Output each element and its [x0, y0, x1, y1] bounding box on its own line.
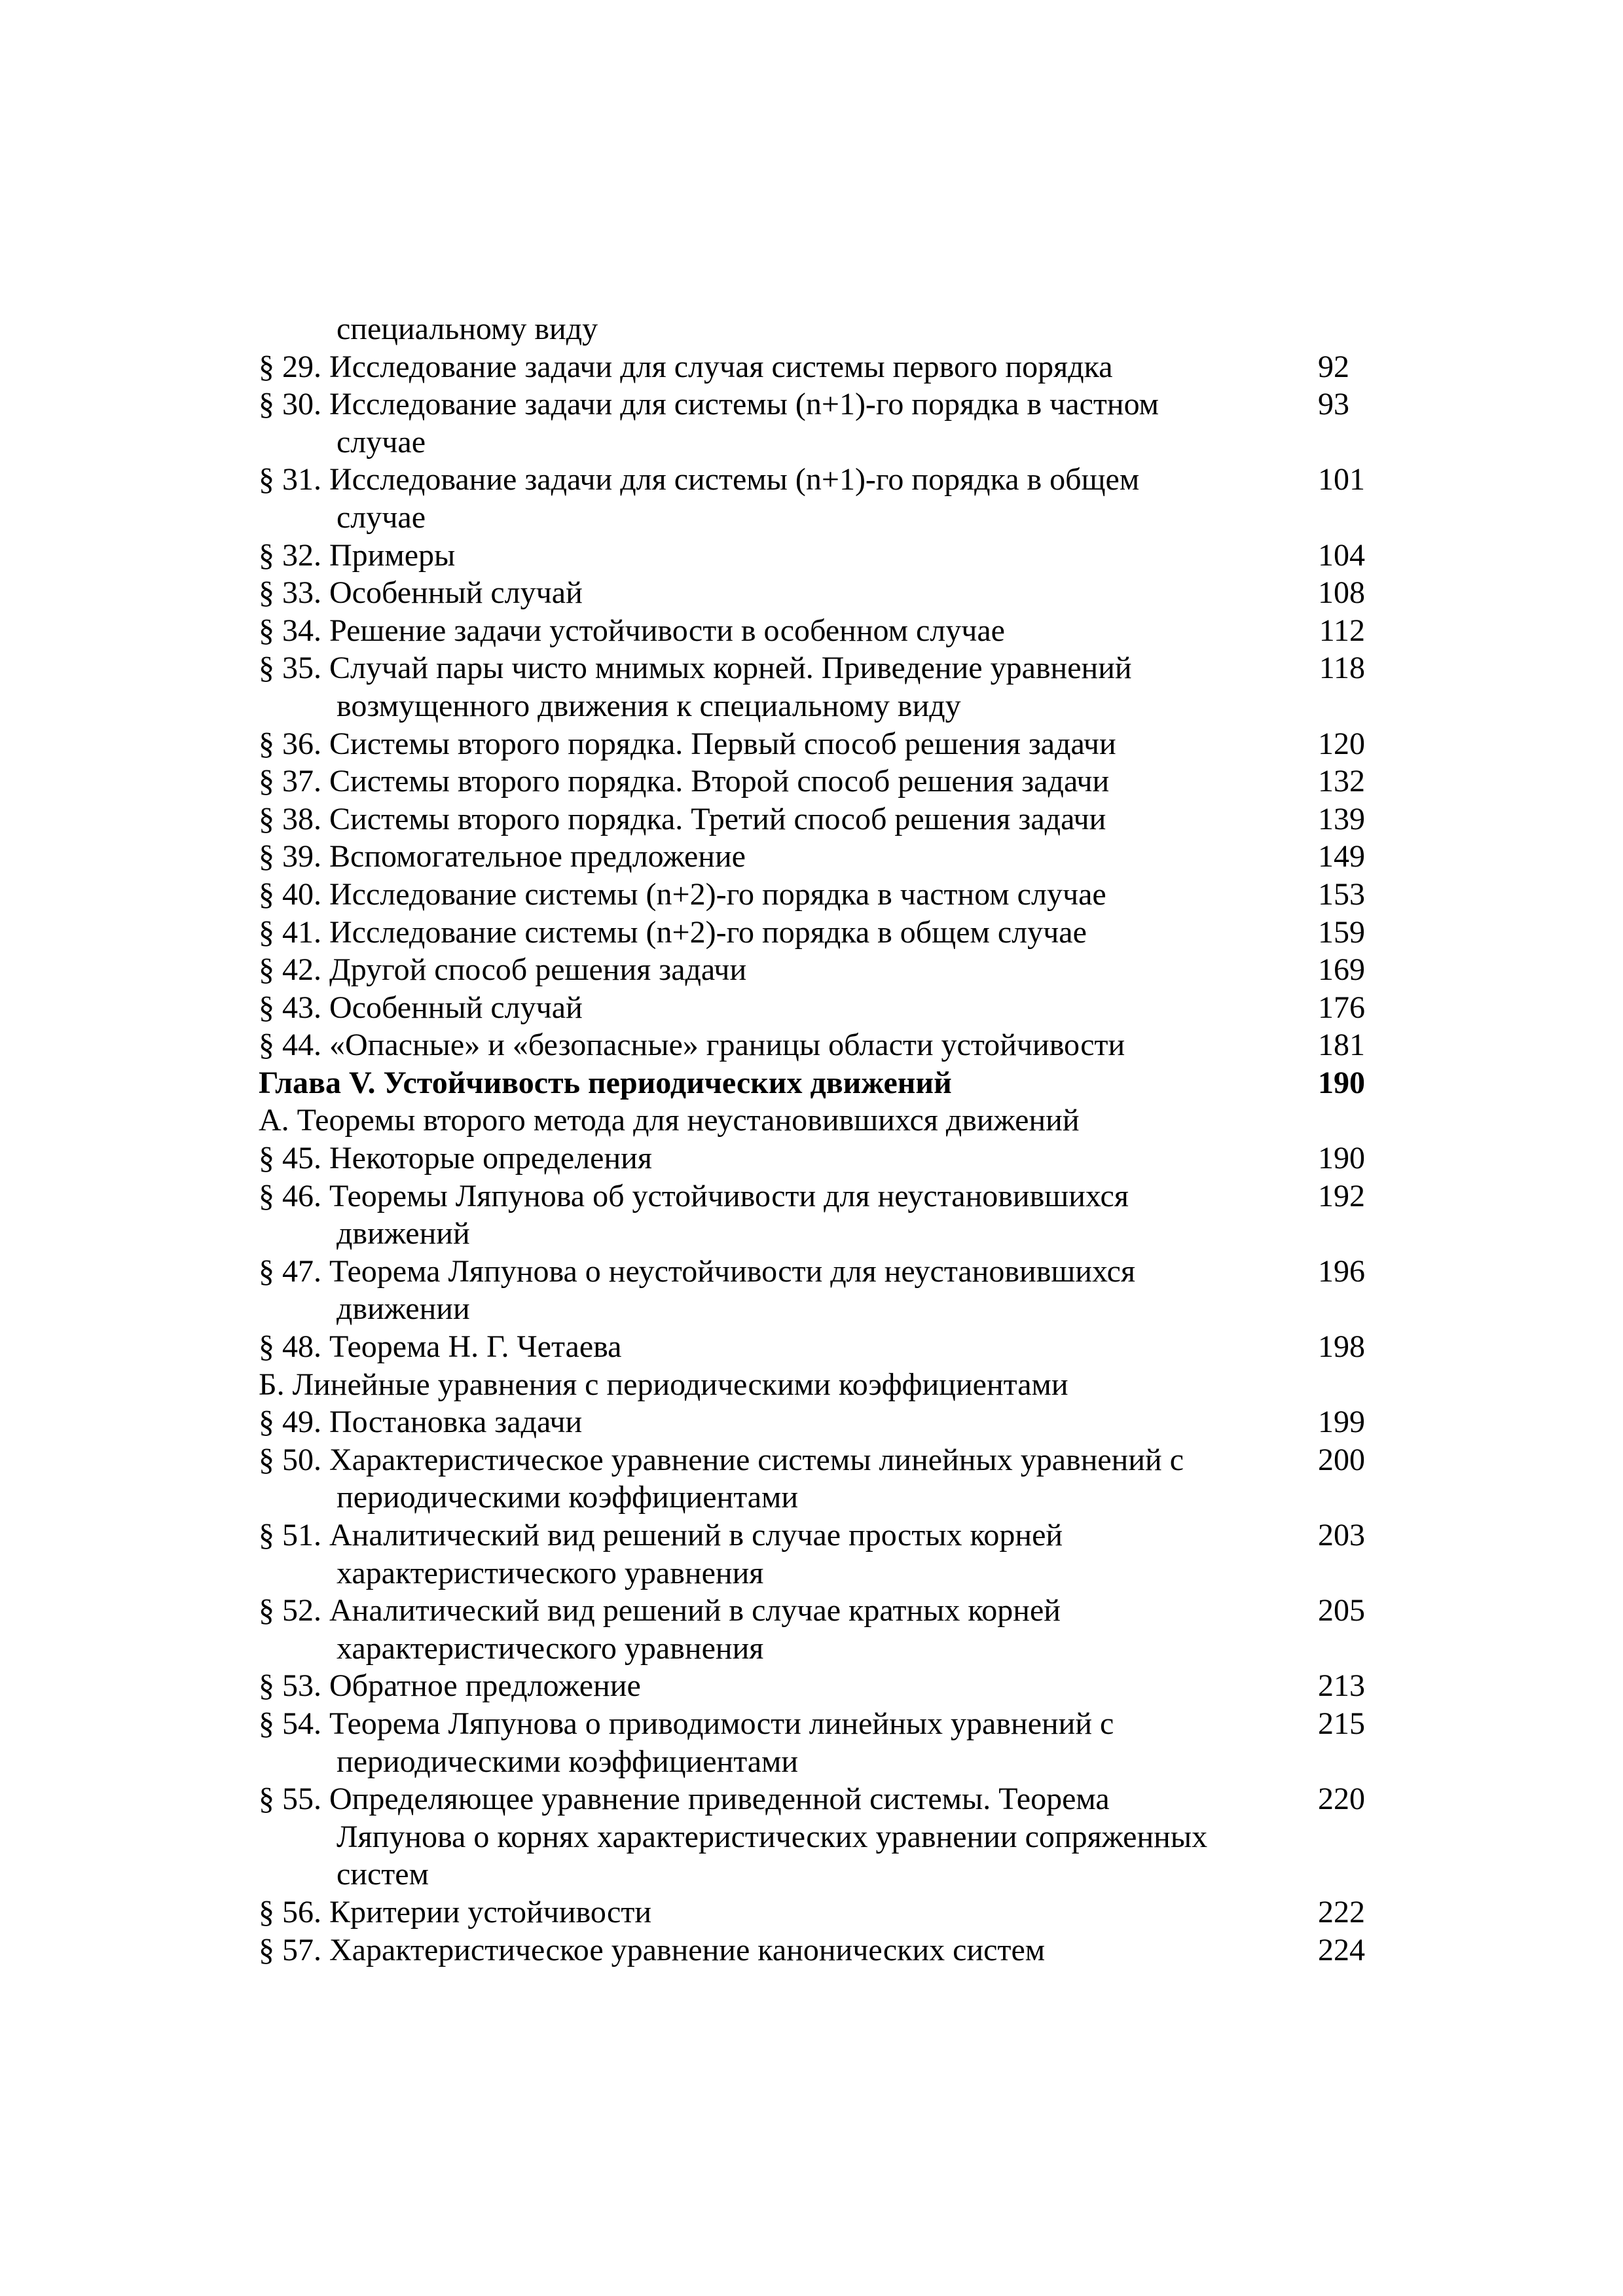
toc-entry-line: § 29. Исследование задачи для случая системы первого порядка	[259, 349, 1113, 384]
toc-entry-line: § 51. Аналитический вид решений в случае простых корней	[259, 1518, 1063, 1552]
toc-entry-title	[259, 1366, 1273, 1404]
toc-page-number: 222	[1318, 1894, 1365, 1929]
toc-entry	[259, 725, 1365, 763]
toc-entry-title	[259, 762, 1273, 800]
toc-entry-line: § 44. «Опасные» и «безопасные» границы области устойчивости	[259, 1028, 1125, 1063]
toc-page-number: 120	[1318, 726, 1365, 761]
toc-page-number: 198	[1318, 1329, 1365, 1365]
toc-entry	[259, 1780, 1365, 1893]
toc-entry-title	[259, 1177, 1273, 1253]
toc-page-number: 104	[1318, 537, 1365, 573]
toc-entry	[259, 574, 1365, 612]
toc-entry-title	[259, 348, 1273, 386]
toc-entry-line: § 43. Особенный случай	[259, 990, 583, 1025]
toc-entry-title	[259, 876, 1273, 914]
toc-entry-title	[259, 1705, 1273, 1780]
toc-entry-title	[259, 574, 1273, 612]
toc-page-number: 215	[1318, 1706, 1365, 1741]
toc-entry-continuation: случае	[337, 424, 426, 459]
toc-entry	[259, 762, 1365, 800]
toc-entry-line: § 55. Определяющее уравнение приведенной системы. Теорема	[259, 1782, 1110, 1817]
toc-entry-line: § 49. Постановка задачи	[259, 1405, 583, 1440]
table-of-contents	[259, 310, 1365, 1969]
toc-entry-title	[259, 1441, 1273, 1516]
toc-entry-continuation: движении	[337, 1291, 470, 1327]
toc-page-number: 213	[1318, 1668, 1365, 1704]
toc-entry-continuation: Ляпунова о корнях характеристических уравнении сопряженных	[337, 1819, 1208, 1854]
toc-page-number: 190	[1318, 1141, 1365, 1176]
toc-page-number: 224	[1318, 1932, 1365, 1967]
toc-entry	[259, 310, 1365, 348]
toc-entry	[259, 612, 1365, 650]
toc-entry	[259, 386, 1365, 461]
toc-page-number: 220	[1318, 1782, 1365, 1817]
toc-entry	[259, 876, 1365, 914]
toc-entry	[259, 1177, 1365, 1253]
toc-page-number: 181	[1318, 1028, 1365, 1063]
toc-entry-title	[259, 838, 1273, 876]
toc-entry-title	[259, 1139, 1273, 1177]
toc-entry	[259, 1441, 1365, 1516]
toc-entry-title	[259, 1102, 1273, 1139]
toc-entry-line: специальному виду	[337, 312, 598, 346]
toc-entry-title	[259, 1026, 1273, 1064]
toc-entry-title	[259, 1253, 1273, 1328]
toc-page-number: 149	[1318, 839, 1365, 874]
toc-entry-title	[259, 914, 1273, 952]
toc-page-number: 132	[1318, 764, 1365, 799]
toc-entry	[259, 461, 1365, 536]
toc-entry-continuation: возмущенного движения к специальному виду	[337, 688, 961, 723]
toc-entry-line: § 35. Случай пары чисто мнимых корней. Приведение уравнений	[259, 651, 1132, 686]
toc-entry	[259, 838, 1365, 876]
toc-entry-title	[259, 1592, 1273, 1667]
toc-entry-line: § 48. Теорема Н. Г. Четаева	[259, 1329, 622, 1365]
toc-entry	[259, 1667, 1365, 1705]
toc-entry	[259, 1366, 1365, 1404]
toc-entry-line: § 37. Системы второго порядка. Второй способ решения задачи	[259, 764, 1110, 799]
toc-entry-line: § 41. Исследование системы (n+2)-го порядка в общем случае	[259, 914, 1087, 950]
toc-entry-line: Б. Линейные уравнения с периодическими коэффициентами	[259, 1367, 1068, 1402]
toc-entry-continuation: случае	[337, 499, 426, 535]
toc-page-number: 192	[1318, 1178, 1365, 1213]
toc-page-number: 159	[1318, 914, 1365, 950]
toc-entry-continuation: периодическими коэффициентами	[337, 1480, 799, 1515]
toc-entry-title	[259, 1893, 1273, 1931]
toc-page-number: 139	[1318, 801, 1365, 836]
toc-entry-line: § 36. Системы второго порядка. Первый способ решения задачи	[259, 726, 1116, 761]
toc-page-number: 112	[1319, 613, 1365, 648]
toc-entry-line: § 46. Теоремы Ляпунова об устойчивости для неустановившихся	[259, 1178, 1129, 1213]
toc-entry-line: § 50. Характеристическое уравнение системы линейных уравнений с	[259, 1442, 1184, 1477]
toc-entry-line: § 38. Системы второго порядка. Третий способ решения задачи	[259, 801, 1106, 836]
toc-entry-line: § 40. Исследование системы (n+2)-го порядка в частном случае	[259, 876, 1106, 912]
toc-page-number: 199	[1318, 1405, 1365, 1440]
toc-entry	[259, 1931, 1365, 1969]
toc-entry-line: § 33. Особенный случай	[259, 575, 583, 611]
toc-entry-line: § 45. Некоторые определения	[259, 1141, 652, 1176]
toc-page-number: 169	[1318, 952, 1365, 988]
toc-entry	[259, 1893, 1365, 1931]
toc-entry-title	[259, 461, 1273, 536]
toc-entry-line: § 47. Теорема Ляпунова о неустойчивости для неустановившихся	[259, 1253, 1136, 1289]
toc-entry-title	[259, 310, 1273, 348]
toc-page-number: 203	[1318, 1518, 1365, 1552]
toc-entry	[259, 1592, 1365, 1667]
toc-page-number: 108	[1318, 575, 1365, 611]
toc-entry-line: § 31. Исследование задачи для системы (n+1)-го порядка в общем	[259, 462, 1140, 497]
toc-page-number: 176	[1318, 990, 1365, 1025]
toc-entry-continuation: систем	[337, 1857, 429, 1892]
toc-page-number: 200	[1318, 1442, 1365, 1477]
toc-entry-title	[259, 725, 1273, 763]
toc-page-number: 118	[1319, 651, 1365, 686]
toc-page-number: 93	[1318, 387, 1349, 422]
toc-entry-title	[259, 1516, 1273, 1592]
toc-entry	[259, 1516, 1365, 1592]
toc-page-number: 92	[1318, 349, 1349, 384]
toc-entry-title	[259, 800, 1273, 838]
toc-entry-line: А. Теоремы второго метода для неустановившихся движений	[259, 1103, 1080, 1138]
toc-entry-line: § 52. Аналитический вид решений в случае кратных корней	[259, 1593, 1061, 1628]
toc-entry	[259, 989, 1365, 1027]
toc-entry-title	[259, 649, 1273, 725]
toc-entry-title	[259, 1931, 1273, 1969]
toc-entry-line: § 56. Критерии устойчивости	[259, 1894, 652, 1929]
toc-entry-continuation: характеристического уравнения	[337, 1630, 764, 1666]
toc-entry	[259, 537, 1365, 575]
toc-page-number: 153	[1318, 876, 1365, 912]
toc-entry	[259, 1139, 1365, 1177]
toc-entry	[259, 1253, 1365, 1328]
toc-entry	[259, 800, 1365, 838]
toc-entry-line: § 32. Примеры	[259, 537, 456, 573]
toc-page-number: 190	[1318, 1065, 1365, 1100]
toc-entry-line: § 30. Исследование задачи для системы (n+1)-го порядка в частном	[259, 387, 1159, 422]
toc-entry	[259, 1026, 1365, 1064]
toc-entry-title	[259, 1403, 1273, 1441]
toc-entry-title	[259, 386, 1273, 461]
toc-entry-title	[259, 1780, 1273, 1893]
chapter-heading	[259, 1064, 1365, 1102]
toc-page-number: 101	[1318, 462, 1365, 497]
toc-page-number: 196	[1318, 1253, 1365, 1289]
toc-entry-line: Глава V. Устойчивость периодических движений	[259, 1065, 952, 1100]
toc-entry	[259, 951, 1365, 989]
toc-entry-continuation: периодическими коэффициентами	[337, 1744, 799, 1779]
toc-entry-continuation: характеристического уравнения	[337, 1555, 764, 1590]
toc-entry-line: § 39. Вспомогательное предложение	[259, 839, 746, 874]
toc-entry-title	[259, 1064, 1273, 1102]
toc-entry-line: § 34. Решение задачи устойчивости в особенном случае	[259, 613, 1005, 648]
toc-entry	[259, 1102, 1365, 1139]
toc-entry-line: § 42. Другой способ решения задачи	[259, 952, 747, 988]
toc-entry	[259, 348, 1365, 386]
toc-entry	[259, 1328, 1365, 1366]
toc-entry-title	[259, 951, 1273, 989]
toc-entry-line: § 54. Теорема Ляпунова о приводимости линейных уравнений с	[259, 1706, 1114, 1741]
toc-entry-title	[259, 1328, 1273, 1366]
toc-entry-line: § 57. Характеристическое уравнение канонических систем	[259, 1932, 1046, 1967]
toc-page-number: 205	[1318, 1593, 1365, 1628]
toc-entry-title	[259, 612, 1273, 650]
toc-entry-title	[259, 537, 1273, 575]
toc-entry	[259, 649, 1365, 725]
toc-entry-title	[259, 989, 1273, 1027]
toc-entry	[259, 914, 1365, 952]
toc-entry	[259, 1403, 1365, 1441]
toc-entry-title	[259, 1667, 1273, 1705]
toc-entry-line: § 53. Обратное предложение	[259, 1668, 641, 1704]
toc-entry	[259, 1705, 1365, 1780]
toc-entry-continuation: движений	[337, 1216, 470, 1251]
